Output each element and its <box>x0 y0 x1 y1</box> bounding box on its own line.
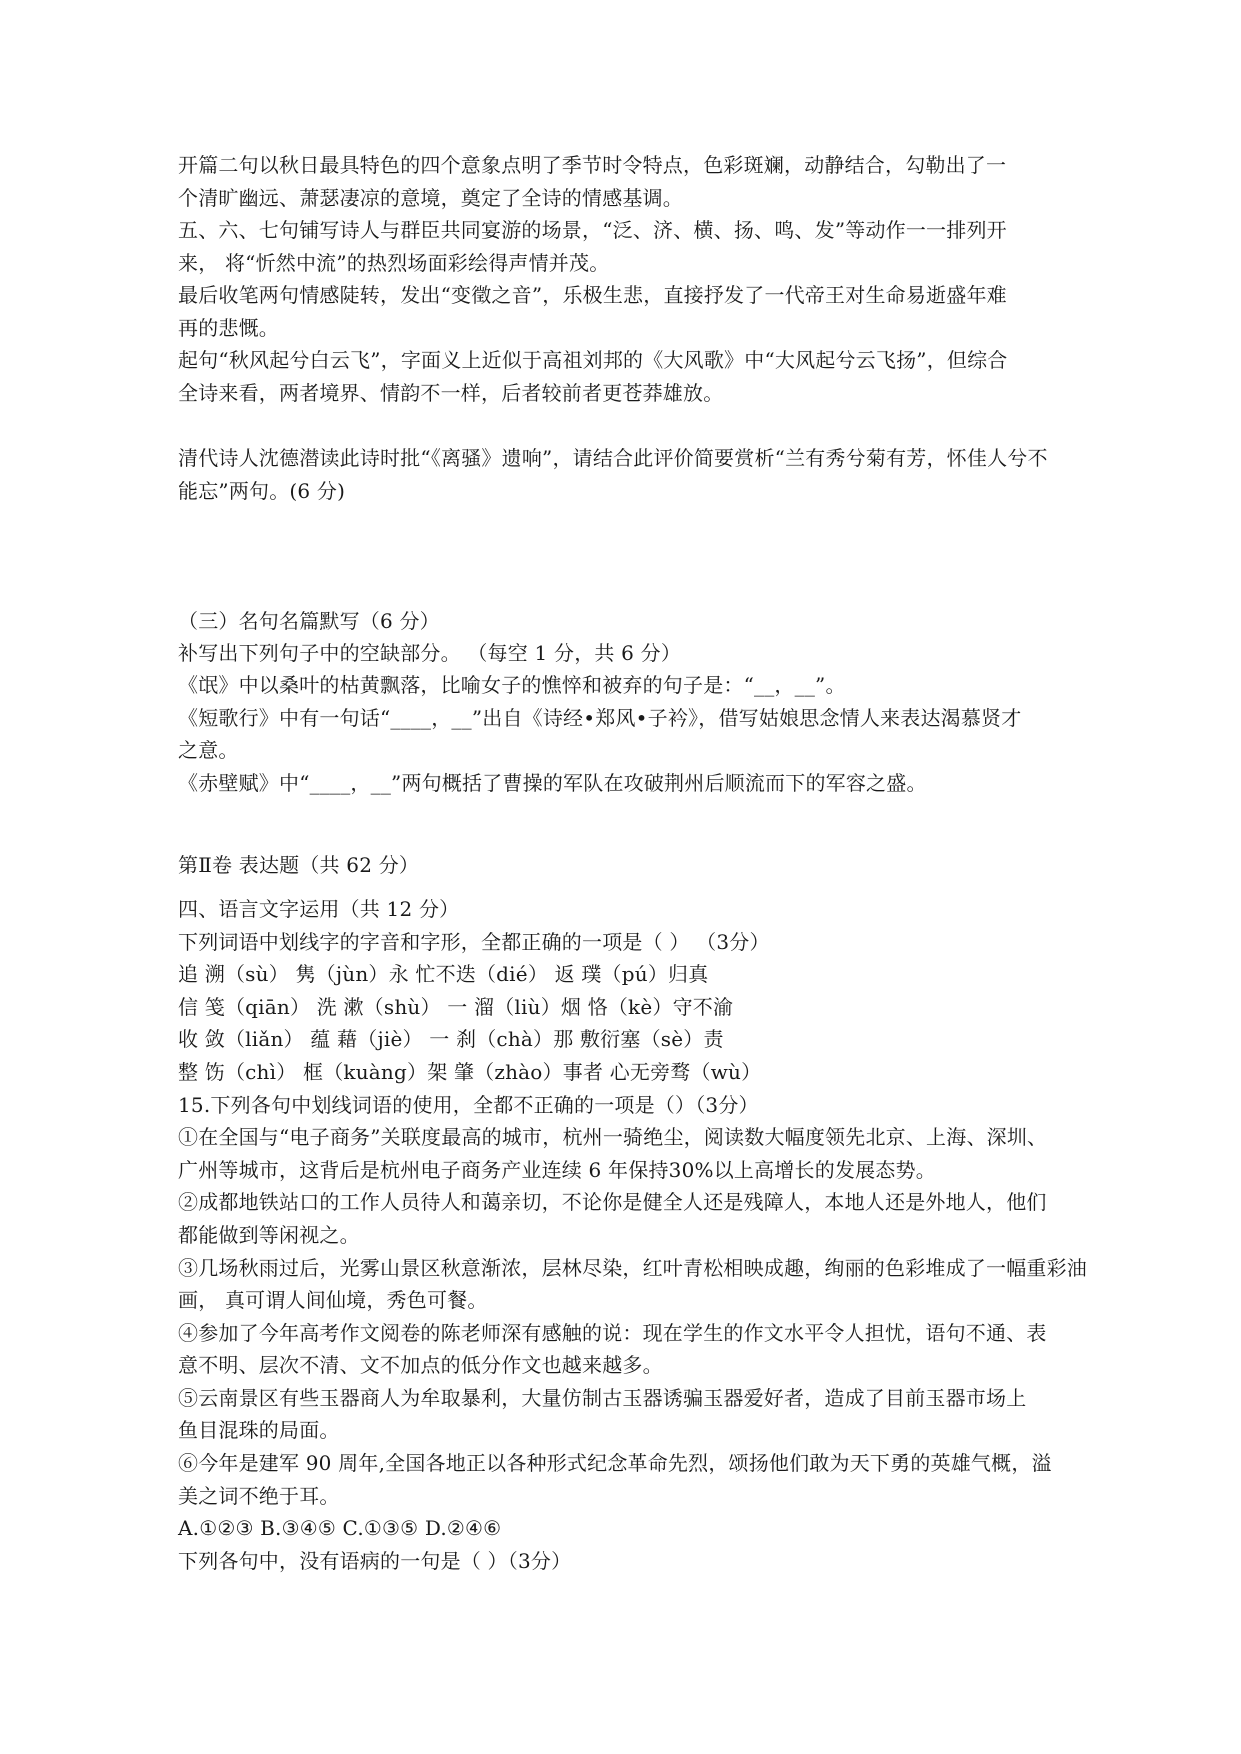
instruction-text: 补写出下列句子中的空缺部分。 （每空 1 分，共 6 分） <box>178 641 682 665</box>
text-line: 个清旷幽远、萧瑟凄凉的意境，奠定了全诗的情感基调。 <box>178 186 683 210</box>
answer-options: A.①②③ B.③④⑤ C.①③⑤ D.②④⑥ <box>178 1516 502 1540</box>
fill-blank-question: 《赤壁赋》中“____，__”两句概括了曹操的军队在攻破荆州后顺流而下的军容之盛。 <box>178 771 927 795</box>
question-text: 清代诗人沈德潜读此诗时批“《离骚》遗响”，请结合此评价简要赏析“兰有秀兮菊有芳，怀佳人兮不 <box>178 446 1048 470</box>
text-line: 再的悲慨。 <box>178 316 279 340</box>
sentence-item: ②成都地铁站口的工作人员待人和蔼亲切，不论你是健全人还是残障人，本地人还是外地人，他们 <box>178 1190 1047 1214</box>
fill-blank-question: 之意。 <box>178 738 239 762</box>
option-line: 整 饬（chì） 框（kuàng）架 肇（zhào）事者 心无旁骛（wù） <box>178 1060 762 1084</box>
question-text: 15.下列各句中划线词语的使用，全都不正确的一项是（）（3分） <box>178 1093 759 1117</box>
sentence-item: 都能做到等闲视之。 <box>178 1223 360 1247</box>
sentence-item: ⑥今年是建军 90 周年,全国各地正以各种形式纪念革命先烈，颂扬他们敢为天下勇的英雄气概，溢 <box>178 1451 1052 1475</box>
section-heading: （三）名句名篇默写（6 分） <box>178 609 440 633</box>
question-text: 下列各句中，没有语病的一句是（ ）（3分） <box>178 1549 572 1573</box>
sentence-item: 意不明、层次不清、文不加点的低分作文也越来越多。 <box>178 1353 663 1377</box>
text-line: 全诗来看，两者境界、情韵不一样，后者较前者更苍莽雄放。 <box>178 381 724 405</box>
sentence-item: 鱼目混珠的局面。 <box>178 1418 340 1442</box>
option-line: 收 敛（liǎn） 蕴 藉（jiè） 一 刹（chà）那 敷衍塞（sè）责 <box>178 1027 724 1051</box>
sentence-item: ③几场秋雨过后，光雾山景区秋意渐浓，层林尽染，红叶青松相映成趣，绚丽的色彩堆成了一幅重彩油 <box>178 1256 1087 1280</box>
text-line: 开篇二句以秋日最具特色的四个意象点明了季节时令特点，色彩斑斓，动静结合，勾勒出了一 <box>178 153 1007 177</box>
sentence-item: 画， 真可谓人间仙境，秀色可餐。 <box>178 1288 488 1312</box>
sentence-item: ①在全国与“电子商务”关联度最高的城市，杭州一骑绝尘，阅读数大幅度领先北京、上海、深圳、 <box>178 1125 1048 1149</box>
option-line: 信 笺（qiān） 洗 漱（shù） 一 溜（liù）烟 恪（kè）守不渝 <box>178 995 734 1019</box>
sentence-item: ④参加了今年高考作文阅卷的陈老师深有感触的说：现在学生的作文水平令人担忧，语句不通、表 <box>178 1321 1047 1345</box>
sentence-item: ⑤云南景区有些玉器商人为牟取暴利，大量仿制古玉器诱骗玉器爱好者，造成了目前玉器市场上 <box>178 1386 1027 1410</box>
question-text: 下列词语中划线字的字音和字形，全都正确的一项是（ ） （3分） <box>178 930 770 954</box>
text-line: 起句“秋风起兮白云飞”，字面义上近似于高祖刘邦的《大风歌》中“大风起兮云飞扬”，但综合 <box>178 348 1008 372</box>
text-line: 五、六、七句铺写诗人与群臣共同宴游的场景，“泛、济、横、扬、鸣、发”等动作一一排列开 <box>178 218 1007 242</box>
question-text: 能忘”两句。(6 分) <box>178 479 346 503</box>
text-line: 最后收笔两句情感陡转，发出“变徵之音”，乐极生悲，直接抒发了一代帝王对生命易逝盛年难 <box>178 283 1007 307</box>
fill-blank-question: 《短歌行》中有一句话“____，__”出自《诗经•郑风•子衿》，借写姑娘思念情人来表达渴慕贤才 <box>178 706 1022 730</box>
section-heading: 四、语言文字运用（共 12 分） <box>178 897 460 921</box>
sentence-item: 广州等城市，这背后是杭州电子商务产业连续 6 年保持30%以上高增长的发展态势。 <box>178 1158 936 1182</box>
text-line: 来， 将“忻然中流”的热烈场面彩绘得声情并茂。 <box>178 251 610 275</box>
option-line: 追 溯（sù） 隽（jùn）永 忙不迭（dié） 返 璞（pú）归真 <box>178 962 709 986</box>
sentence-item: 美之词不绝于耳。 <box>178 1484 340 1508</box>
fill-blank-question: 《氓》中以桑叶的枯黄飘落，比喻女子的憔悴和被弃的句子是：“__，__”。 <box>178 673 846 697</box>
part-heading: 第Ⅱ卷 表达题（共 62 分） <box>178 853 420 877</box>
